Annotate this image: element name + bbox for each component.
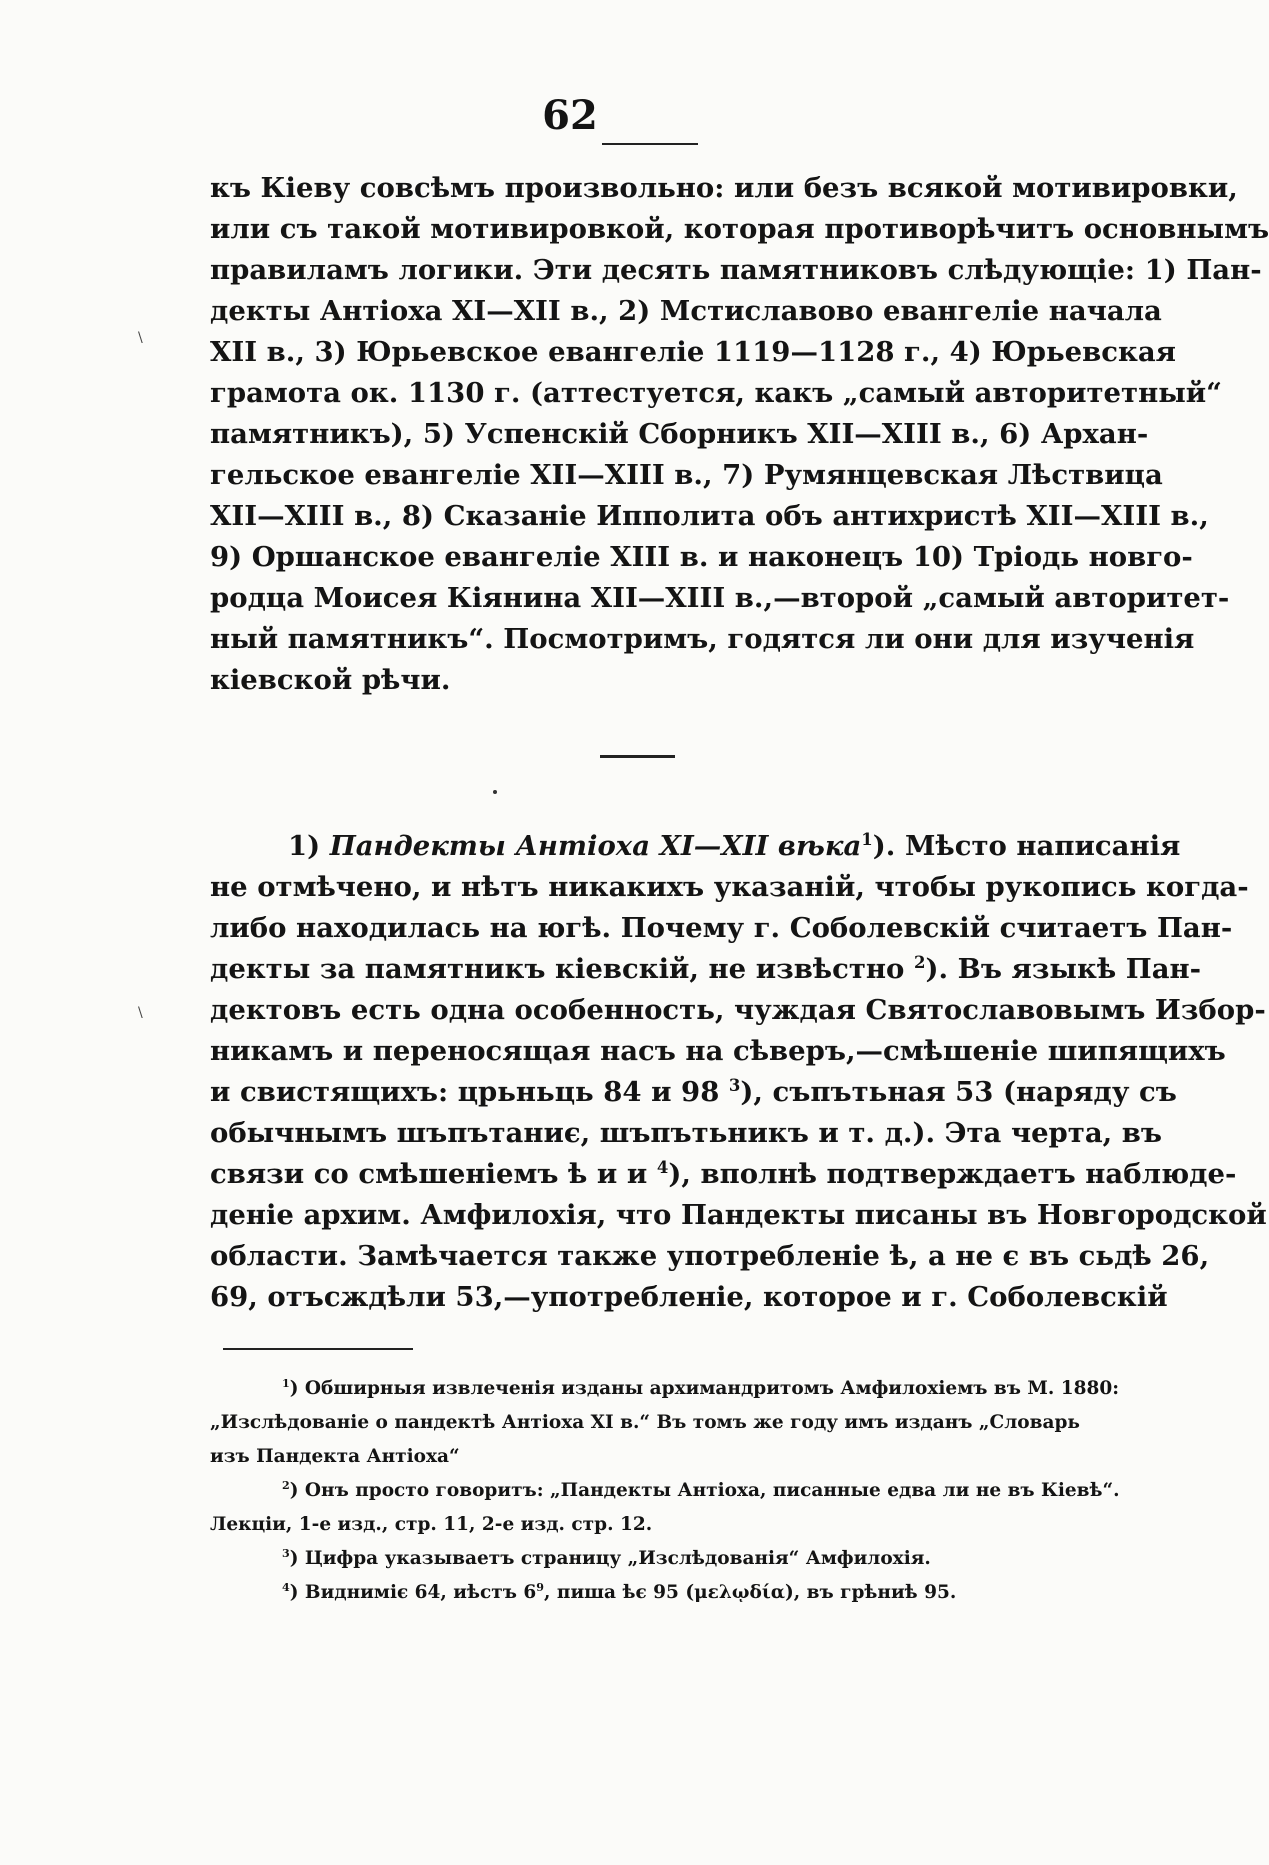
text-line (210, 1154, 1237, 1195)
page-number-underline (602, 143, 698, 145)
item-number: 1) (288, 830, 321, 862)
text-fragment: ) Видниміє 64, иѣстъ 6 (289, 1582, 537, 1603)
text-fragment: ) Обширныя извлеченія изданы архимандритомъ Амфилохіемъ въ М. 1880: (289, 1378, 1120, 1399)
text-line: дектовъ есть одна особенность, чуждая Святославовымъ Избор- (210, 994, 1266, 1026)
text-line: памятникъ), 5) Успенскій Сборникъ XII—XIII в., 6) Архан- (210, 418, 1149, 450)
footnote-2-line: Лекціи, 1-е изд., стр. 11, 2-е изд. стр. 12. (210, 1514, 653, 1535)
text-line: никамъ и переносящая насъ на сѣверъ,—смѣшеніе шипящихъ (210, 1035, 1226, 1067)
footnote-1-line: „Изслѣдованіе о пандектѣ Антіоха XI в.“ Въ томъ же году имъ изданъ „Словарь (210, 1412, 1080, 1433)
text-line: либо находилась на югѣ. Почему г. Соболевскій считаетъ Пан- (210, 912, 1233, 944)
text-line: кіевской рѣчи. (210, 664, 451, 696)
text-line: области. Замѣчается также употребленіе ѣ, а не є въ сьдѣ 26, (210, 1240, 1210, 1272)
text-fragment: . Мѣсто написанія (885, 830, 1181, 862)
text-line: 9) Оршанское евангеліе XIII в. и наконецъ 10) Тріодь новго- (210, 541, 1193, 573)
margin-mark: \ (138, 330, 143, 346)
text-line: правиламъ логики. Эти десять памятниковъ слѣдующіе: 1) Пан- (210, 254, 1262, 286)
footnote-marker: 2 (282, 1478, 290, 1492)
text-line: ный памятникъ“. Посмотримъ, годятся ли они для изученія (210, 623, 1195, 655)
footnote-separator (223, 1348, 413, 1350)
text-line: XII в., 3) Юрьевское евангеліе 1119—1128 г., 4) Юрьевская (210, 336, 1176, 368)
page-number: 62 (542, 92, 598, 139)
text-line (210, 949, 1202, 990)
text-line: или съ такой мотивировкой, которая противорѣчитъ основнымъ (210, 213, 1269, 245)
footnote-marker: 1 (282, 1376, 290, 1390)
text-line (210, 1072, 1177, 1113)
paragraph-2 (210, 826, 1267, 1318)
text-fragment: ) Цифра указываетъ страницу „Изслѣдованія“ Амфилохія. (289, 1548, 931, 1569)
paragraph-1 (210, 168, 1269, 701)
text-line: деніе архим. Амфилохія, что Пандекты писаны въ Новгородской (210, 1199, 1267, 1231)
footnote-1-line (210, 1372, 1120, 1406)
footnote-ref: 3 (728, 1075, 741, 1095)
text-fragment: декты за памятникъ кіевскій, не извѣстно (210, 953, 905, 985)
footnote-ref: 1 (861, 829, 873, 849)
text-line: XII—XIII в., 8) Сказаніе Ипполита объ антихристѣ XII—XIII в., (210, 500, 1209, 532)
text-line: декты Антіоха XI—XII в., 2) Мстиславово евангеліе начала (210, 295, 1162, 327)
footnote-marker: 4 (282, 1580, 290, 1594)
footnote-2-line (210, 1474, 1120, 1508)
section-divider (600, 755, 675, 758)
text-line: 1) Пандекты Антіоха XI—XII вѣка$^1$). Мѣсто написанія (288, 829, 1181, 862)
footnotes (210, 1372, 1120, 1610)
text-line: гельское евангеліе XII—XIII в., 7) Румянцевская Лѣствица (210, 459, 1163, 491)
superscript: 9 (536, 1580, 545, 1594)
section-title: Пандекты Антіоха XI—XII вѣка (329, 830, 862, 862)
margin-mark: \ (138, 1005, 143, 1021)
text-line: къ Кіеву совсѣмъ произвольно: или безъ всякой мотивировки, (210, 172, 1238, 204)
text-fragment: ), съпътьная 53 (наряду съ (740, 1076, 1177, 1108)
text-line: обычнымъ шъпътаниє, шъпътьникъ и т. д.). Эта черта, въ (210, 1117, 1162, 1149)
footnote-marker: 3 (282, 1546, 290, 1560)
text-line: не отмѣчено, и нѣтъ никакихъ указаній, чтобы рукопись когда- (210, 871, 1249, 903)
text-fragment: ), вполнѣ подтверждаетъ наблюде- (668, 1158, 1237, 1190)
footnote-ref: 2 (913, 952, 926, 972)
footnote-3-line (210, 1542, 1096, 1576)
ink-dot (493, 790, 497, 794)
text-fragment: ) Онъ просто говоритъ: „Пандекты Антіоха, писанные едва ли не въ Кіевѣ“. (289, 1480, 1120, 1501)
text-line: 69, отъсждѣли 53,—употребленіе, которое и г. Соболевскій (210, 1281, 1168, 1313)
text-fragment: связи со смѣшеніемъ ѣ и и (210, 1158, 648, 1190)
text-fragment: , пиша ѣє 95 (μελῳδία), въ грѣниѣ 95. (544, 1582, 957, 1603)
footnote-1-line: изъ Пандекта Антіоха“ (210, 1446, 460, 1467)
text-fragment: ). Въ языкѣ Пан- (925, 953, 1202, 985)
text-fragment: и свистящихъ: црьньць 84 и 98 (210, 1076, 720, 1108)
footnote-4-line (210, 1576, 1096, 1610)
text-line: грамота ок. 1130 г. (аттестуется, какъ „самый авторитетный“ (210, 377, 1222, 409)
text-line: родца Моисея Кіянина XII—XIII в.,—второй „самый авторитет- (210, 582, 1230, 614)
footnote-ref: 4 (656, 1157, 669, 1177)
